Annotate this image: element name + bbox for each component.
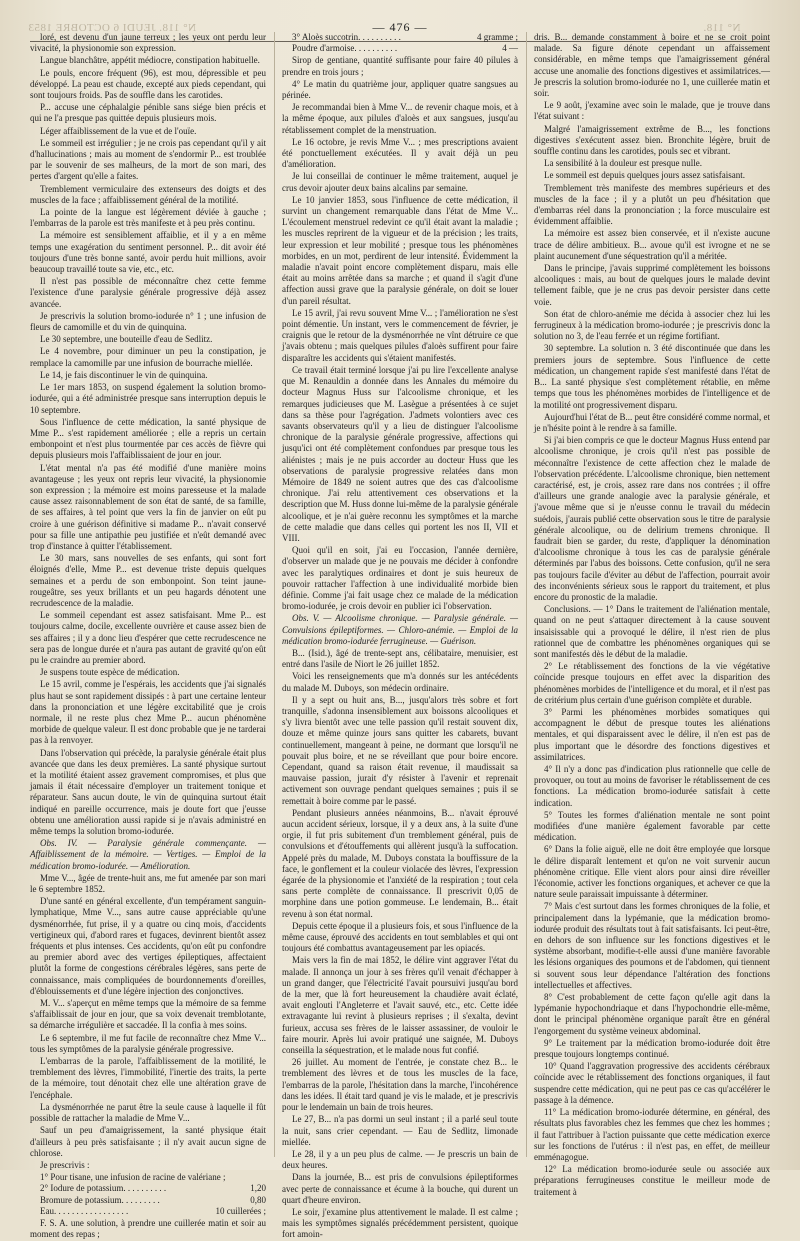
paragraph: D'une santé en général excellente, d'un tempérament sanguin-lymphatique, Mme V..., sans autre cause appréciable qu'une dysménorrhée, fut prise, il y a quatre ou cinq mois, d'accidents vertigineux qui, d'abord rares et fugaces, devinrent bientôt assez fréquents et plus intenses. Ces accidents, qu'on eût pu confondre au premier abord avec des vertiges épileptiques, affectaient plutôt la forme de congestions cérébrales légères, sans perte de connaissance, mais compliquées de bourdonnements d'oreilles, d'éblouissements et d'une légère injection des conjonctives. bbox=[30, 896, 266, 996]
paragraph: Malgré l'amaigrissement extrême de B..., les fonctions digestives s'exécutent assez bien. Bronchite légère, bruit de souffle continu dans les carotides, pouls sec et vibrant. bbox=[534, 123, 770, 157]
paragraph: 7° Mais c'est surtout dans les formes chroniques de la folie, et principalement dans la lypémanie, que la médication bromo-iodurée produit des résultats tout à fait satisfaisants. Ici peut-être, en dehors de son influence sur les fonctions digestives et le système absorbant, modifie-t-elle aussi d'une manière favorable les lésions organiques des poumons et de l'abdomen, qui tiennent si souvent sous leur dépendance l'altération des fonctions intellectuelles et affectives. bbox=[534, 901, 770, 990]
prescription-dose: 1,20 bbox=[250, 1183, 266, 1194]
paragraph: Mme V..., âgée de trente-huit ans, me fut amenée par son mari le 6 septembre 1852. bbox=[30, 872, 266, 895]
prescription-item: Eau. . . . . . . . . . . . . . . . . bbox=[40, 1205, 129, 1216]
paragraph: 8° C'est probablement de cette façon qu'elle agit dans la lypémanie hypochondriaque et dans l'hypochondrie elle-même, dont le principal phénomène organique paraît être en général l'engorgement du système veineux abdominal. bbox=[534, 992, 770, 1036]
paragraph: Le 30 mars, sans nouvelles de ses enfants, qui sont fort éloignés d'elle, Mme P... est devenue triste depuis quelques semaines et a perdu de son embonpoint. Son teint jaune-rougeâtre, ses yeux brillants et un peu hagards dénotent une recrudescence de la maladie. bbox=[30, 553, 266, 608]
prescription-item: 1° Pour tisane, une infusion de racine de valériane ; bbox=[40, 1172, 226, 1183]
prescription-dose: 4 — bbox=[502, 43, 518, 54]
prescription-dose: 0,80 bbox=[250, 1194, 266, 1205]
prescription-item: 2° Iodure de potassium. . . . . . . . . . bbox=[40, 1183, 167, 1194]
paragraph: Voici les renseignements que m'a donnés sur les antécédents du malade M. Duboys, son médecin ordinaire. bbox=[282, 671, 518, 693]
paragraph: La dysménorrhée ne parut être la seule cause à laquelle il fût possible de rattacher la maladie de Mme V... bbox=[30, 1101, 266, 1124]
bleed-through-header-left: N° 118. JEUDI 6 OCTOBRE 1853 bbox=[28, 22, 197, 34]
paragraph: Le sommeil est irrégulier ; je ne crois pas cependant qu'il y ait d'hallucinations ; mais au moment de s'endormir P... est troublée par le souvenir de ses malheurs, de la mort de son mari, des pertes d'argent qu'elle a faites. bbox=[30, 137, 266, 182]
text-columns bbox=[30, 32, 770, 1240]
paragraph: Conclusions. — 1° Dans le traitement de l'aliénation mentale, quand on ne peut s'attaquer directement à la cause souvent insaisissable qui a provoqué le délire, il n'est rien de plus rationnel que de combattre les phénomènes organiques qui se sont manifestés dès le début de la maladie. bbox=[534, 604, 770, 659]
paragraph: 2° Le rétablissement des fonctions de la vie végétative coïncide presque toujours en effet avec la disparition des phénomènes morbides de l'intelligence et du moral, et il n'est pas de critérium plus certain d'une guérison complète et durable. bbox=[534, 661, 770, 705]
prescription-row bbox=[30, 1172, 266, 1183]
paragraph: Le 27, B... n'a pas dormi un seul instant ; il a parlé seul toute la nuit, sans crier cependant. — Eau de Sedlitz, limonade miellée. bbox=[282, 1114, 518, 1147]
paragraph: 12° La médication bromo-iodurée seule ou associée aux préparations ferrugineuses constitue le meilleur mode de traitement à bbox=[534, 1164, 770, 1197]
paragraph: loré, est devenu d'un jaune terreux ; les yeux ont perdu leur vivacité, la physionomie son expression. bbox=[30, 32, 266, 54]
prescription-item: Bromure de potassium. . . . . . . . . bbox=[40, 1194, 160, 1205]
paragraph: Je lui conseillai de continuer le même traitement, auquel je crus devoir ajouter deux bains alcalins par semaine. bbox=[282, 171, 518, 193]
paragraph: Dans le principe, j'avais supprimé complètement les boissons alcooliques : mais, au bout de quelques jours le malade devint tellement faible, que je ne crus pas devoir persister dans cette voie. bbox=[534, 263, 770, 307]
paragraph: Le 1er mars 1853, on suspend également la solution bromo-iodurée, qui a été administrée presque sans interruption depuis le 10 septembre. bbox=[30, 382, 266, 415]
paragraph: Tremblement très manifeste des membres supérieurs et des muscles de la face ; il y a plutôt un peu d'hésitation que d'embarras réel dans la prononciation ; la force musculaire est évidemment affaiblie. bbox=[534, 182, 770, 227]
paragraph: Sirop de gentiane, quantité suffisante pour faire 40 pilules à prendre en trois jours ; bbox=[282, 55, 518, 77]
paragraph: 3° Parmi les phénomènes morbides somatiques qui accompagnent le début de presque toutes les aliénations mentales, et qui disparaissent avec le délire, il n'en est pas de plus important que le désordre des fonctions digestives et assimilatrices. bbox=[534, 706, 770, 762]
paragraph: La sensibilité à la douleur est presque nulle. bbox=[544, 158, 702, 169]
paragraph: Mais vers la fin de mai 1852, le délire vint aggraver l'état du malade. Il annonça un jour à ses frères qu'il venait d'échapper à un grand danger, que l'électricité l'avait poursuivi jusqu'au bord de la mer, que là fort heureusement la chaudière avait éclaté, avait englouti l'Angleterre et l'avait sauvé, etc., etc. Cette idée extravagante lui revint à plusieurs reprises ; il s'exalta, devint furieux, accusa ses frères de le laisser assassiner, de vouloir le faire mourir. Après lui avoir pratiqué une saignée, M. Duboys conseilla la séquestration, et le malade nous fut confié. bbox=[282, 955, 518, 1056]
prescription-list bbox=[282, 32, 518, 54]
paragraph: 5° Toutes les formes d'aliénation mentale ne sont point modifiées d'une manière également favorable par cette médication. bbox=[534, 809, 770, 843]
paragraph: Si j'ai bien compris ce que le docteur Magnus Huss entend par alcoolisme chronique, je crois qu'il n'est pas possible de méconnaître l'existence de cette affection chez le malade de l'observation précédente. L'alcoolisme chronique, bien nettement caractérisé, est, je crois, assez rare dans nos contrées ; il offre d'ailleurs une grande analogie avec la paralysie générale, et j'avoue même que si je n'eusse connu le travail du médecin suédois, j'aurais publié cette observation sous le titre de paralysie générale alcoolique, ou de delirium tremens chronique. Il faudrait bien se garder, du reste, d'appliquer la dénomination d'alcoolisme chronique à tous les cas de paralysie générale déterminés par l'abus des boissons. Cette confusion, qu'il ne sera pas toujours facile d'éviter au début de l'affection, pourrait avoir des inconvénients sérieux sous le rapport du traitement, et plus encore du pronostic de la maladie. bbox=[534, 435, 770, 602]
column-1 bbox=[30, 32, 266, 1240]
paragraph: Le 9 août, j'examine avec soin le malade, que je trouve dans l'état suivant : bbox=[534, 100, 770, 122]
paragraph: Il n'est pas possible de méconnaître chez cette femme l'existence d'une paralysie générale progressive déjà assez avancée. bbox=[30, 276, 266, 309]
paragraph: 10° Quand l'aggravation progressive des accidents cérébraux coïncide avec le rétablissement des fonctions organiques, il faut suspendre cette médication, qui ne peut pas ce cas qu'accélérer le passage à la démence. bbox=[534, 1061, 770, 1105]
paragraph: La mémoire est sensiblement affaiblie, et il y a en même temps une exagération du sentiment personnel. P... dit avoir été toujours d'une très bonne santé, avoir perdu huit millions, avoir beaucoup travaillé toute sa vie, etc., etc. bbox=[30, 230, 266, 275]
paragraph: Il y a sept ou huit ans, B..., jusqu'alors très sobre et fort tranquille, s'adonna insensiblement aux boissons alcooliques et s'y livra bientôt avec une telle passion qu'il restait souvent dix, douze et même quinze jours sans quitter les cabarets, buvant continuellement, mangeant à peine, ne dormant que lorsqu'il ne pouvait plus boire, et ne se réveillant que pour boire encore. Cependant, quand sa raison était revenue, il maudissait sa mauvaise passion, jurait d'y résister à l'avenir et reprenait activement son ouvrage pendant quelques semaines ; puis il se remettait à boire comme par le passé. bbox=[282, 694, 518, 806]
paragraph: Quoi qu'il en soit, j'ai eu l'occasion, l'année dernière, d'observer un malade que je ne pouvais me décider à confondre avec les paralytiques ordinaires et dont je suis heureux de pouvoir rattacher l'affection à une individualité morbide bien définie. Comme j'ai fait usage chez ce malade de la médication bromo-iodurée, je crois devoir en publier ici l'observation. bbox=[282, 545, 518, 612]
paragraph: L'état mental n'a pas été modifié d'une manière moins avantageuse ; les yeux ont repris leur vivacité, la physionomie son expression ; la mémoire est moins paresseuse et la malade cause assez raisonnablement de son état de santé, de sa famille, de ses affaires, à tel point que vers la fin de janvier on eût pu croire à une guérison définitive si madame P... n'avait conservé pour sa fille une antipathie peu justifiée et n'eût demandé avec trop d'instance à quitter l'établissement. bbox=[30, 462, 266, 551]
paragraph: Le 14, je fais discontinuer le vin de quinquina. bbox=[40, 369, 208, 380]
prescription-dose: 4 gramme ; bbox=[477, 32, 518, 42]
paragraph: P... accuse une céphalalgie pénible sans siége bien précis et qui ne l'a presque pas quittée depuis plusieurs mois. bbox=[30, 102, 266, 124]
prescription-dose: 10 cuillerées ; bbox=[215, 1205, 266, 1216]
paragraph: B... (Isid.), âgé de trente-sept ans, célibataire, menuisier, est entré dans l'asile de Niort le 26 juillet 1852. bbox=[282, 647, 518, 670]
paragraph: Obs. IV. — Paralysie générale commençante. — Affaiblissement de la mémoire. — Vertiges. — Emploi de la médication bromo-iodurée. — Amélioration. bbox=[30, 838, 266, 871]
column-3 bbox=[534, 32, 770, 1197]
paragraph: Son état de chloro-anémie me décida à associer chez lui les ferrugineux à la médication bromo-iodurée ; je prescrivis donc la solution no 3, de l'eau ferrée et un régime fortifiant. bbox=[534, 308, 770, 342]
paragraph: Aujourd'hui l'état de B... peut être considéré comme normal, et je n'hésite point à le rendre à sa famille. bbox=[534, 411, 770, 433]
paragraph: Le 16 octobre, je revis Mme V... ; mes prescriptions avaient été ponctuellement exécutées. Il y avait déjà un peu d'amélioration. bbox=[282, 136, 518, 170]
paragraph: Le soir, j'examine plus attentivement le malade. Il est calme ; mais les symptômes signalés précédemment persistent, quoique fort amoin- bbox=[282, 1206, 518, 1240]
paragraph: F. S. A. une solution, à prendre une cuillerée matin et soir au moment des repas ; bbox=[30, 1217, 266, 1240]
paragraph: 9° Le traitement par la médication bromo-iodurée doit être presque toujours longtemps continué. bbox=[534, 1037, 770, 1060]
paragraph: Depuis cette époque il a plusieurs fois, et sous l'influence de la même cause, éprouvé des accidents en tout semblables et qui ont toujours été combattus avantageusement par les opiacés. bbox=[282, 920, 518, 954]
paragraph: Je suspens toute espèce de médication. bbox=[40, 667, 180, 678]
paragraph: Obs. V. — Alcoolisme chronique. — Paralysie générale. — Convulsions épileptiformes. — Chloro-anémie. — Emploi de la médication bromo-iodurée ferrugineuse. — Guérison. bbox=[282, 613, 518, 646]
paragraph: Sauf un peu d'amaigrissement, la santé physique était d'ailleurs à peu près satisfaisante ; il n'y avait aucun signe de chlorose. bbox=[30, 1125, 266, 1158]
paragraph: Tremblement vermiculaire des extenseurs des doigts et des muscles de la face ; affaiblissement général de la motilité. bbox=[30, 183, 266, 205]
paragraph: Pendant plusieurs années néanmoins, B... n'avait éprouvé aucun accident sérieux, lorsque, il y a deux ans, à la suite d'une orgie, il fut pris subitement d'un tremblement général, puis de convulsions et d'étouffements qui allèrent jusqu'à la suffocation. Appelé près du malade, M. Duboys constata la bouffissure de la face, le gonflement et la couleur violacée des lèvres, l'expression égarée de la physionomie et l'anxiété de la respiration ; tout cela sans perte complète de connaissance. Il prescrivit 0,05 de morphine dans une potion gommeuse. Le lendemain, B... était revenu à son état normal. bbox=[282, 807, 518, 919]
paragraph: Le 28, il y a un peu plus de calme. — Je prescris un bain de deux heures. bbox=[282, 1148, 518, 1171]
paragraph: Le sommeil est depuis quelques jours assez satisfaisant. bbox=[544, 170, 745, 181]
bleed-through-header-right: N° 118. bbox=[702, 22, 740, 34]
paragraph: Dans la journée, B... est pris de convulsions épileptiformes avec perte de connaissance et écume à la bouche, qui durent un quart d'heure environ. bbox=[282, 1172, 518, 1205]
prescription-dose bbox=[262, 1172, 266, 1183]
column-divider bbox=[274, 32, 275, 1157]
prescription-row bbox=[30, 1206, 266, 1217]
paragraph: M. V... s'aperçut en même temps que la mémoire de sa femme s'affaiblissait de jour en jour, que sa voix devenait tremblotante, sa démarche irrégulière et saccadée. Il la confia à mes soins. bbox=[30, 998, 266, 1031]
paragraph: Le 15 avril, j'ai revu souvent Mme V... ; l'amélioration ne s'est point démentie. Un instant, vers le commencement de février, je craignis que le retour de la dysménorrhée ne vînt détruire ce que j'avais obtenu ; mais quelques pilules d'aloès suffirent pour faire disparaître les accidents qui s'étaient manifestés. bbox=[282, 307, 518, 363]
paragraph: Le 15 avril, comme je l'espérais, les accidents que j'ai signalés plus haut se sont rapidement dissipés : à part une certaine lenteur dans la prononciation et une légère excitabilité que je crois normale, il ne reste plus chez Mme P... aucun phénomène morbide de quelque valeur. Il est donc probable que je ne tarderai pas à la renvoyer. bbox=[30, 679, 266, 746]
paragraph: Le sommeil cependant est assez satisfaisant. Mme P... est toujours calme, docile, excellente ouvrière et cause assez bien de ses affaires ; il y a donc lieu d'espérer que cette recrudescence ne sera pas de longue durée et n'aura pas autant de gravité qu'on eût pu le craindre au premier abord. bbox=[30, 610, 266, 665]
prescription-list bbox=[30, 1172, 266, 1217]
column-divider bbox=[526, 32, 527, 1157]
paragraph: 26 juillet. Au moment de l'entrée, je constate chez B... le tremblement des lèvres et de tous les muscles de la face, l'embarras de la parole, l'hésitation dans la marche, l'incohérence dans les idées. Il était tard quand je vis le malade, et je prescrivis pour le lendemain un bain de trois heures. bbox=[282, 1057, 518, 1113]
paragraph: Le 6 septembre, il me fut facile de reconnaître chez Mme V... tous les symptômes de la paralysie générale progressive. bbox=[30, 1032, 266, 1054]
paragraph: Le pouls, encore fréquent (96), est mou, dépressible et peu développé. La peau est chaude, excepté aux pieds cependant, qui sont toujours froids. Pas de souffle dans les carotides. bbox=[30, 67, 266, 101]
paragraph: 30 septembre. La solution n. 3 été discontinuée que dans les premiers jours de septembre. Sous l'influence de cette médication, un changement rapide s'est manifesté dans l'état de B... La santé physique s'est complètement rétablie, en même temps que tous les phénomènes morbides de l'intelligence et de la motilité ont progressivement disparu. bbox=[534, 343, 770, 410]
paragraph: 6° Dans la folie aiguë, elle ne doit être employée que lorsque le délire disparaît lentement et qu'on ne voit survenir aucun phénomène critique. Elle vient alors pour ainsi dire réveiller l'économie, activer les fonctions organiques, et achever ce que la nature seule paraissait impuissante à déterminer. bbox=[534, 844, 770, 900]
paragraph: La mémoire est assez bien conservée, et il n'existe aucune trace de délire ambitieux. B... avoue qu'il est ivrogne et ne se plaint aucunement d'une séquestration qu'il a méritée. bbox=[534, 228, 770, 261]
paragraph: Dans l'observation qui précède, la paralysie générale était plus avancée que dans les deux premières. La santé physique surtout et la motilité étaient assez gravement compromises, et plus que jamais il était nécessaire d'employer un traitement tonique et réparateur. Sans aucun doute, le vin de quinquina surtout était indiqué en pareille occurrence, mais je doute fort que j'eusse obtenu une amélioration aussi rapide si je n'avais administré en même temps la solution bromo-iodurée. bbox=[30, 747, 266, 837]
paragraph: La pointe de la langue est légèrement déviée à gauche ; l'embarras de la parole est très manifeste et à peu près continu. bbox=[30, 207, 266, 229]
prescription-row bbox=[30, 1195, 266, 1206]
prescription-item: Poudre d'armoise. . . . . . . . . . bbox=[292, 43, 398, 54]
paragraph: dris. B... demande constamment à boire et ne se croit point malade. Sa figure dénote cependant un affaissement considérable, en même temps que l'amaigrissement général accuse une anomalie des fonctions digestives et assimilatrices.—Je prescris la solution bromo-iodurée no 1, une cuillerée matin et soir. bbox=[534, 32, 770, 99]
paragraph: 4° Il n'y a donc pas d'indication plus rationnelle que celle de provoquer, ou tout au moins de favoriser le rétablissement de ces fonctions. La médication bromo-iodurée satisfait à cette indication. bbox=[534, 764, 770, 808]
paragraph: Le 4 novembre, pour diminuer un peu la constipation, je remplace la camomille par une infusion de bourrache miellée. bbox=[30, 346, 266, 368]
prescription-row bbox=[30, 1183, 266, 1194]
paragraph: Le 10 janvier 1853, sous l'influence de cette médication, il survint un changement remarquable dans l'état de Mme V... L'écoulement menstruel redevint ce qu'il était avant la maladie ; les muscles reprirent de la vigueur et de la précision ; les traits, leur expression et leur mobilité ; presque tous les phénomènes morbides, en un mot, perdirent de leur intensité. Évidemment la maladie n'avait point encore complètement disparu, mais elle était au moins arrêtée dans sa marche ; et quand il s'agit d'une affection aussi grave que la paralysie générale, on doit se louer d'un pareil résultat. bbox=[282, 194, 518, 306]
paragraph: Léger affaiblissement de la vue et de l'ouïe. bbox=[40, 125, 197, 136]
paragraph: Je recommandai bien à Mme V... de revenir chaque mois, et à la même époque, aux pilules d'aloès et aux sangsues, jusqu'au rétablissement complet de la menstruation. bbox=[282, 102, 518, 135]
paragraph: Le 30 septembre, une bouteille d'eau de Sedlitz. bbox=[40, 334, 213, 345]
paragraph: Je prescrivis la solution bromo-iodurée n° 1 ; une infusion de fleurs de camomille et du vin de quinquina. bbox=[30, 310, 266, 333]
paragraph: Langue blanchâtre, appétit médiocre, constipation habituelle. bbox=[40, 55, 260, 66]
page-number: — 476 — bbox=[372, 20, 428, 34]
column-2 bbox=[282, 32, 518, 1240]
paragraph: 11° La médication bromo-iodurée détermine, en général, des résultats plus favorables chez les femmes que chez les hommes ; il faut l'attribuer à l'action puissante que cette médication exerce sur les fonctions de l'utérus : il n'est pas, en effet, de meilleur emménagogue. bbox=[534, 1107, 770, 1162]
paragraph: L'embarras de la parole, l'affaiblissement de la motilité, le tremblement des lèvres, l'immobilité, l'inertie des traits, la perte de la mémoire, tout dénotait chez elle une altération grave de l'encéphale. bbox=[30, 1056, 266, 1100]
paragraph: Je prescrivis : bbox=[40, 1159, 90, 1170]
paragraph: 4° Le matin du quatrième jour, appliquer quatre sangsues au périnée. bbox=[282, 78, 518, 101]
prescription-row bbox=[282, 43, 518, 54]
prescription-row bbox=[282, 32, 518, 43]
paragraph: Sous l'influence de cette médication, la santé physique de Mme P... s'est rapidement améliorée ; elle a repris un certain embonpoint et n'est plus tourmentée par ces accès de fièvre qui depuis plusieurs mois l'affaiblissaient de jour en jour. bbox=[30, 416, 266, 461]
prescription-item: 3° Aloès succotrin. . . . . . . . . . bbox=[292, 32, 401, 42]
paragraph: Ce travail était terminé lorsque j'ai pu lire l'excellente analyse que M. Renauldin a donnée dans les Annales du mémoire du docteur Magnus Huss sur l'alcoolisme chronique, et les remarques judicieuses que M. Lasègue a présentées à ce sujet dans sa thèse pour l'agrégation. J'admets volontiers avec ces savants observateurs qu'il y a lieu de distinguer l'alcoolisme chronique de la paralysie générale progressive, affections qui jusqu'ici ont été complètement confondues par presque tous les aliénistes ; mais je ne puis accorder au docteur Huss que les observations de paralysie progressive relatées dans mon Mémoire de 1849 ne soient autres que des cas d'alcoolisme chronique. J'ai relu attentivement ces observations et la description que M. Huss donne lui-même de la paralysie générale alcoolique, et je n'ai guère reconnu les symptômes et la marche de cette maladie que dans celles qui portent les nos II, VII et VIII. bbox=[282, 364, 518, 543]
